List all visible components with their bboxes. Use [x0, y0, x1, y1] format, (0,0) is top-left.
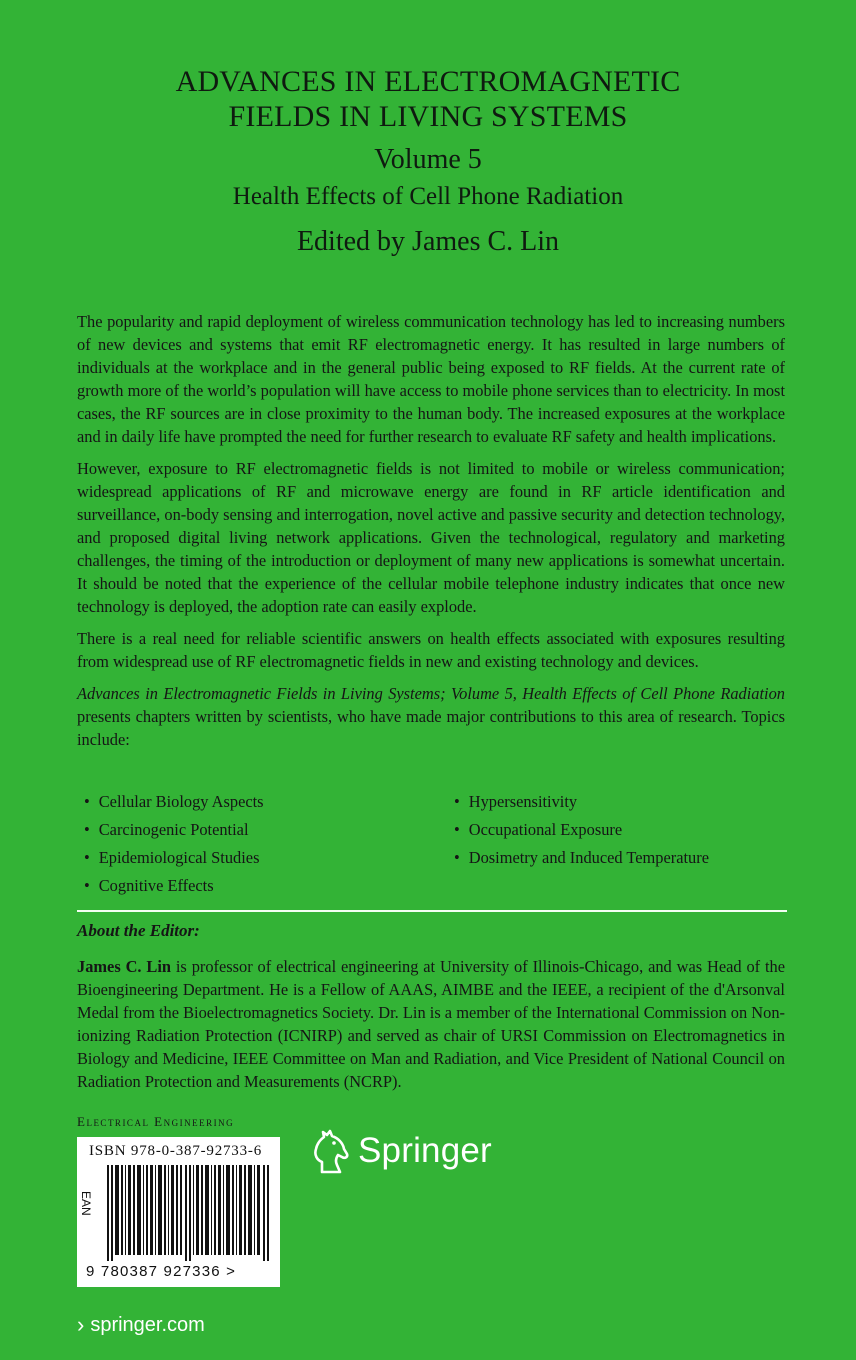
ean-digits: 9 780387 927336 > — [86, 1263, 237, 1280]
book-title-italic: Advances in Electromagnetic Fields in Living Systems; Volume 5, Health Effects of Cell Phone Radiation — [77, 684, 785, 703]
topics-column-2 — [454, 788, 709, 872]
editor-name: James C. Lin — [77, 957, 171, 976]
description-paragraph-1: The popularity and rapid deployment of wireless communication technology has led to increasing numbers of new devices and systems that emit RF electromagnetic energy. It has resulted in large numbers of individuals at the workplace and in the general public being exposed to RF fields. At the current rate of growth more of the world’s population will have access to mobile phone services than to electricity. In most cases, the RF sources are in close proximity to the human body. The increased exposures at the workplace and in daily life have prompted the need for further research to evaluate RF safety and health implications. — [77, 312, 785, 446]
chevron-right-icon: › — [77, 1312, 85, 1337]
ean-label: EAN — [79, 1191, 93, 1216]
isbn-label: ISBN 978-0-387-92733-6 — [89, 1143, 263, 1159]
springer-logo — [308, 1128, 492, 1174]
topic-item: • Hypersensitivity — [454, 788, 709, 816]
barcode-icon — [107, 1165, 271, 1261]
title-block — [0, 64, 856, 258]
topic-item: • Carcinogenic Potential — [84, 816, 264, 844]
book-subtitle: Health Effects of Cell Phone Radiation — [232, 183, 624, 210]
description-paragraph-4 — [77, 682, 785, 751]
section-divider — [77, 910, 787, 912]
description-paragraph-3: There is a real need for reliable scientific answers on health effects associated with exposures resulting from widespread use of RF electromagnetic fields in new and existing technology and devices. — [77, 629, 785, 671]
publisher-url[interactable] — [77, 1312, 205, 1338]
springer-horse-icon — [308, 1128, 352, 1174]
topic-item: • Occupational Exposure — [454, 816, 709, 844]
volume-label: Volume 5 — [374, 144, 482, 175]
topic-item: • Epidemiological Studies — [84, 844, 264, 872]
topics-column-1 — [84, 788, 264, 900]
publisher-name: Springer — [358, 1131, 492, 1170]
about-editor-text — [77, 955, 785, 1093]
publisher-url-text[interactable]: springer.com — [90, 1313, 205, 1336]
editor-bio: is professor of electrical engineering at University of Illinois-Chicago, and was Head of the Bioengineering Department. He is a Fellow of AAAS, AIMBE and the IEEE, a recipient of the d'Arsonval Medal from the Bioelectromagnetics Society. Dr. Lin is a member of the International Commission on Non-ionizing Radiation Protection (ICNIRP) and served as chair of URSI Commission on Electromagnetics in Biology and Medicine, IEEE Committee on Man and Radiation, and Vice President of National Council on Radiation Protection and Measurements (NCRP). — [77, 957, 785, 1091]
barcode-panel — [77, 1137, 280, 1287]
series-title-line1: ADVANCES IN ELECTROMAGNETIC — [175, 65, 681, 98]
about-editor-heading: About the Editor: — [77, 921, 200, 940]
description-paragraph-4-rest: presents chapters written by scientists, who have made major contributions to this area of research. Topics include: — [77, 707, 785, 749]
series-title-line2: FIELDS IN LIVING SYSTEMS — [228, 100, 628, 133]
subject-category: Electrical Engineering — [77, 1114, 235, 1129]
description-paragraph-2: However, exposure to RF electromagnetic fields is not limited to mobile or wireless communication; widespread applications of RF and microwave energy are found in RF article identification and surveillance, on-body sensing and interrogation, novel active and passive security and detection technology, and proposed digital living network applications. Given the technological, regulatory and marketing challenges, the timing of the introduction or deployment of many new applications is somewhat uncertain. It should be noted that the experience of the cellular mobile telephone industry indicates that once new technology is deployed, the adoption rate can easily explode. — [77, 459, 785, 616]
topic-item: • Cellular Biology Aspects — [84, 788, 264, 816]
topic-item: • Dosimetry and Induced Temperature — [454, 844, 709, 872]
description — [77, 310, 785, 760]
topic-item: • Cognitive Effects — [84, 872, 264, 900]
editor-credit: Edited by James C. Lin — [296, 226, 560, 257]
